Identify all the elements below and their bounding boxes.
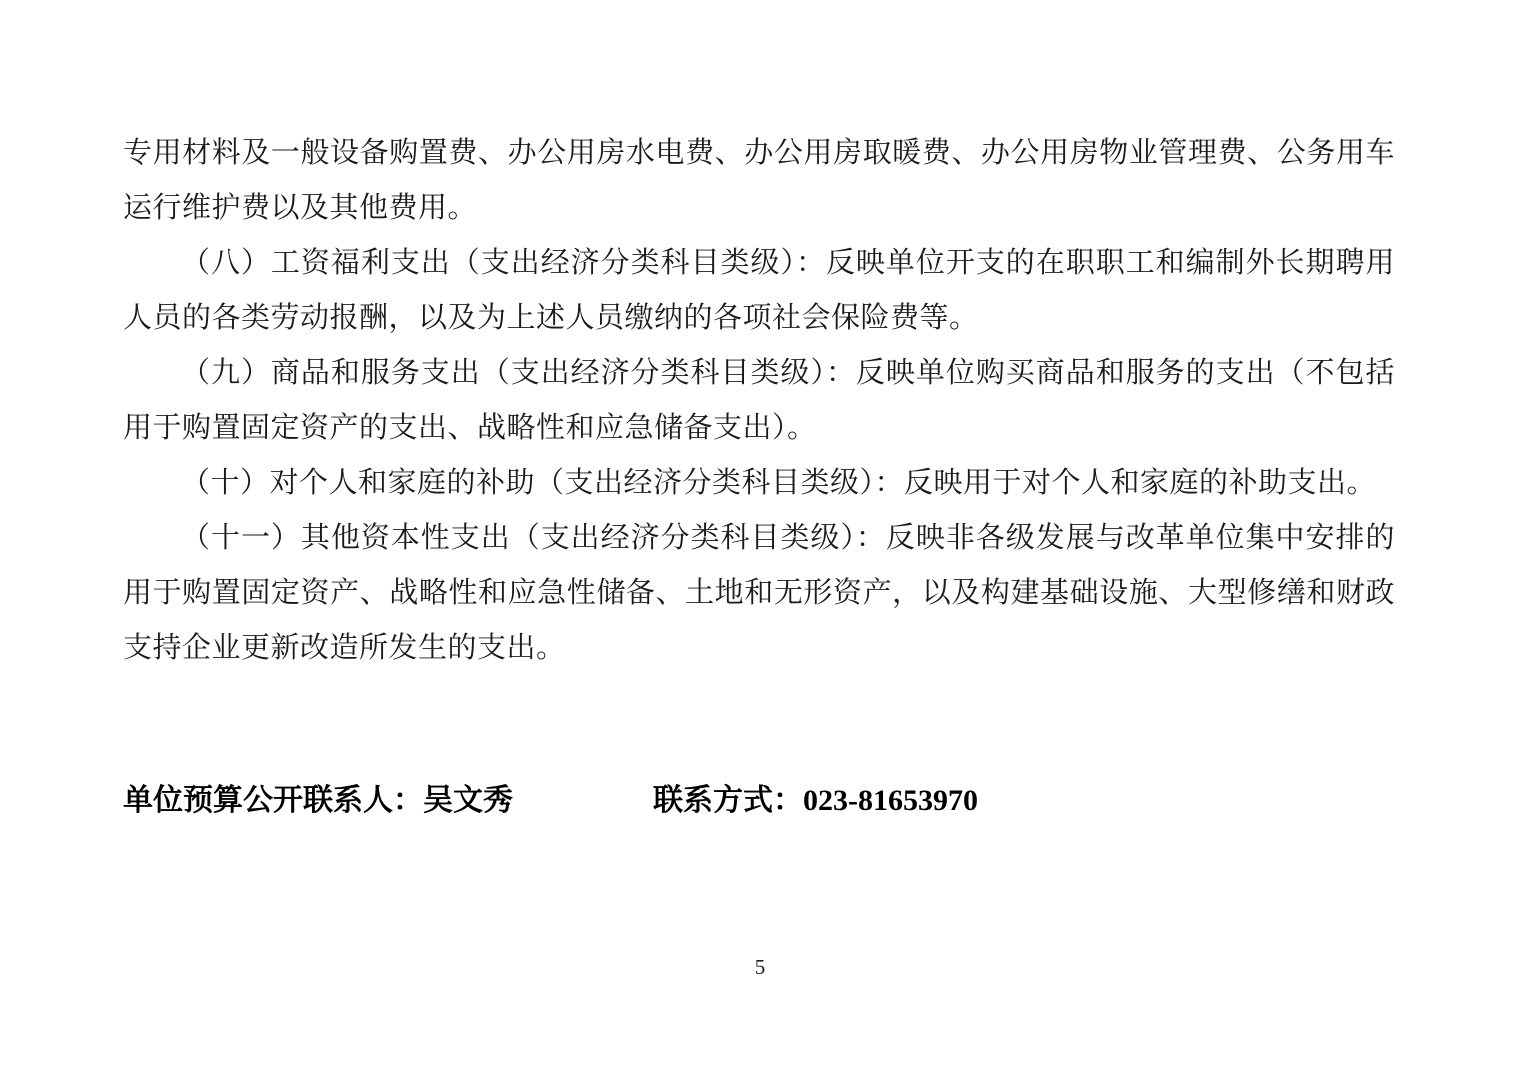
contact-person-name: 吴文秀 — [423, 784, 513, 817]
contact-person-label: 单位预算公开联系人： — [123, 784, 423, 817]
paragraph-continuation: 专用材料及一般设备购置费、办公用房水电费、办公用房取暖费、办公用房物业管理费、公务用车运行维护费以及其他费用。 — [123, 137, 1395, 224]
contact-phone-number: 023-81653970 — [803, 784, 978, 817]
paragraph-item-11: （十一）其他资本性支出（支出经济分类科目类级）：反映非各级发展与改革单位集中安排的用于购置固定资产、战略性和应急性储备、土地和无形资产，以及构建基础设施、大型修缮和财政支持企业更新改造所发生的支出。 — [123, 522, 1395, 664]
body-text — [123, 126, 1395, 828]
paragraph-item-10: （十）对个人和家庭的补助（支出经济分类科目类级）：反映用于对个人和家庭的补助支出。 — [181, 467, 1377, 499]
paragraph-item-8: （八）工资福利支出（支出经济分类科目类级）：反映单位开支的在职职工和编制外长期聘用人员的各类劳动报酬，以及为上述人员缴纳的各项社会保险费等。 — [123, 247, 1395, 334]
page-number: 5 — [754, 955, 766, 979]
contact-line — [123, 773, 1395, 828]
paragraph-item-9: （九）商品和服务支出（支出经济分类科目类级）：反映单位购买商品和服务的支出（不包括用于购置固定资产的支出、战略性和应急储备支出）。 — [123, 357, 1395, 444]
contact-phone-label: 联系方式： — [653, 784, 803, 817]
